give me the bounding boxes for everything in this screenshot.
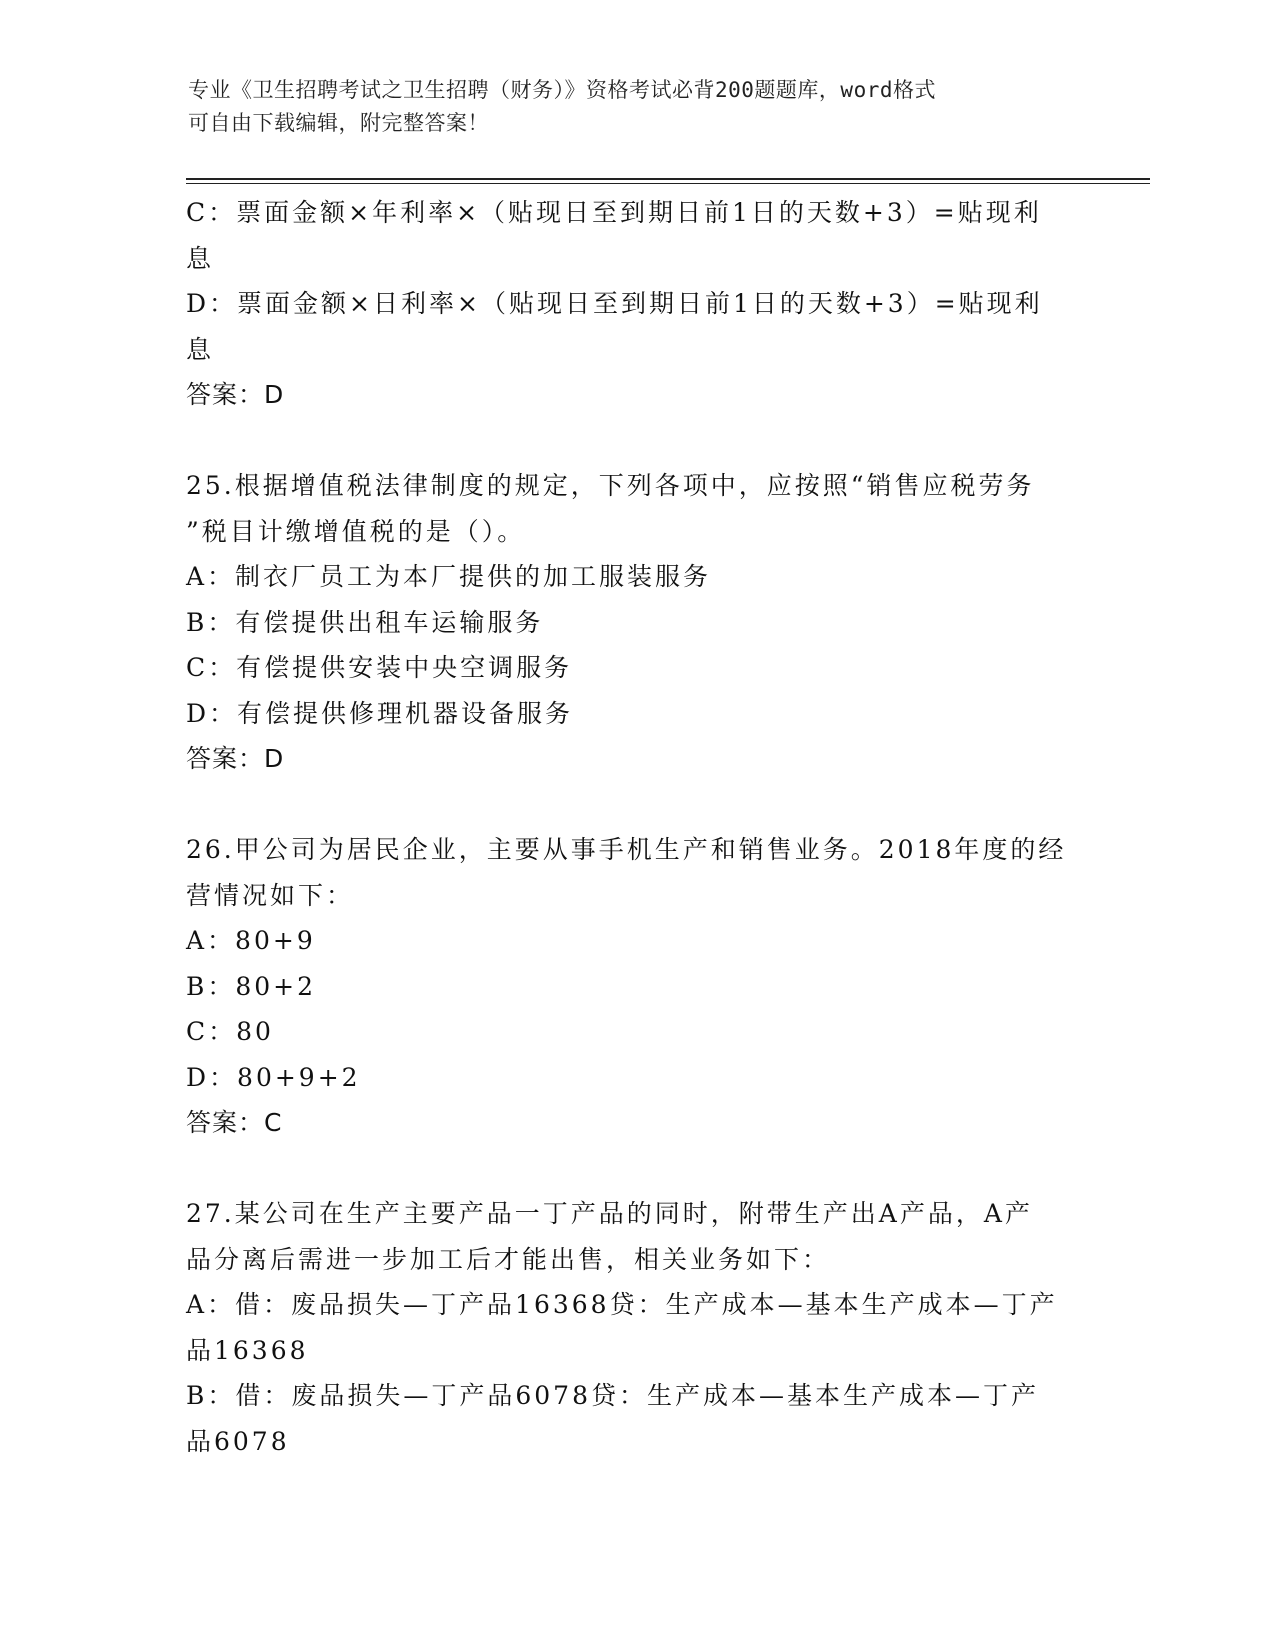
option-a: A：80+9 (186, 926, 316, 955)
option-b-line-2: 品6078 (186, 1426, 290, 1456)
option-d: D：有偿提供修理机器设备服务 (186, 698, 574, 728)
header-title-line-2: 可自由下载编辑，附完整答案！ (188, 111, 489, 135)
option-b: B：80+2 (186, 971, 317, 1001)
spacer (186, 1146, 1086, 1192)
document-body (186, 190, 1086, 1464)
question-27 (186, 1191, 1086, 1464)
question-24 (186, 190, 1086, 418)
option-c: C：80 (186, 1017, 274, 1046)
option-d-line-2: 息 (186, 334, 215, 364)
option-c: C：有偿提供安装中央空调服务 (186, 653, 573, 682)
question-stem-line-2: ”税目计缴增值税的是（）。 (186, 516, 526, 546)
header-title-line-1: 专业《卫生招聘考试之卫生招聘（财务）》资格考试必背200题题库，word格式 (188, 78, 936, 102)
spacer (186, 782, 1086, 828)
option-a-line-1: A：借：废品损失—丁产品16368贷：生产成本—基本生产成本—丁产 (186, 1290, 1058, 1319)
question-stem-line-2: 品分离后需进一步加工后才能出售，相关业务如下： (186, 1244, 831, 1274)
option-a: A：制衣厂员工为本厂提供的加工服装服务 (186, 562, 712, 591)
option-c-line-2: 息 (186, 243, 215, 273)
question-25 (186, 463, 1086, 782)
question-stem-line-1: 26.甲公司为居民企业，主要从事手机生产和销售业务。2018年度的经 (186, 835, 1067, 864)
answer: 答案：C (186, 1108, 283, 1137)
option-b: B：有偿提供出租车运输服务 (186, 607, 544, 637)
question-stem-line-1: 25.根据增值税法律制度的规定，下列各项中，应按照“销售应税劳务 (186, 471, 1035, 500)
option-d-line-1: D：票面金额×日利率×（贴现日至到期日前1日的天数+3）=贴现利 (186, 289, 1043, 318)
header-rule-thick (186, 178, 1150, 180)
question-26 (186, 827, 1086, 1146)
header-rule-thin (186, 183, 1150, 184)
question-stem-line-2: 营情况如下： (186, 880, 355, 910)
option-a-line-2: 品16368 (186, 1335, 309, 1365)
answer: 答案：D (186, 380, 285, 409)
option-b-line-1: B：借：废品损失—丁产品6078贷：生产成本—基本生产成本—丁产 (186, 1381, 1039, 1410)
spacer (186, 418, 1086, 464)
answer: 答案：D (186, 744, 285, 773)
document-header (188, 74, 1068, 140)
option-d: D：80+9+2 (186, 1062, 361, 1092)
question-stem-line-1: 27.某公司在生产主要产品一丁产品的同时，附带生产出A产品，A产 (186, 1199, 1033, 1228)
option-c-line-1: C：票面金额×年利率×（贴现日至到期日前1日的天数+3）=贴现利 (186, 198, 1042, 227)
